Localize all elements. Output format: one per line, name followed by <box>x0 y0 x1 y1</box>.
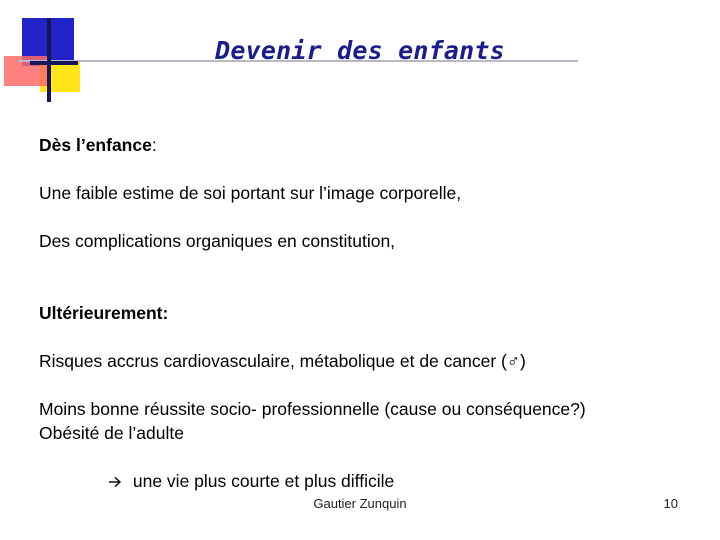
conclusion-line <box>108 470 394 492</box>
slide-title: Devenir des enfants <box>215 36 505 65</box>
heading-childhood <box>39 134 157 156</box>
line-esteem: Une faible estime de soi portant sur l’image corporelle, <box>39 183 462 203</box>
line-obesity: Obésité de l’adulte <box>39 423 184 443</box>
footer-author: Gautier Zunquin <box>313 496 407 511</box>
heading-later: Ultérieurement: <box>39 303 169 323</box>
arrow-right-icon <box>108 471 127 491</box>
line-complications: Des complications organiques en constitution, <box>39 231 396 251</box>
line-risks: Risques accrus cardiovasculaire, métabolique et de cancer (♂) <box>39 351 526 371</box>
conclusion-text: une vie plus courte et plus difficile <box>132 471 395 491</box>
heading-childhood-label: Dès l’enfance <box>39 135 152 155</box>
footer-page-number: 10 <box>663 496 678 511</box>
heading-childhood-colon: : <box>151 135 157 155</box>
line-success: Moins bonne réussite socio- professionnelle (cause ou conséquence?) <box>39 399 586 419</box>
